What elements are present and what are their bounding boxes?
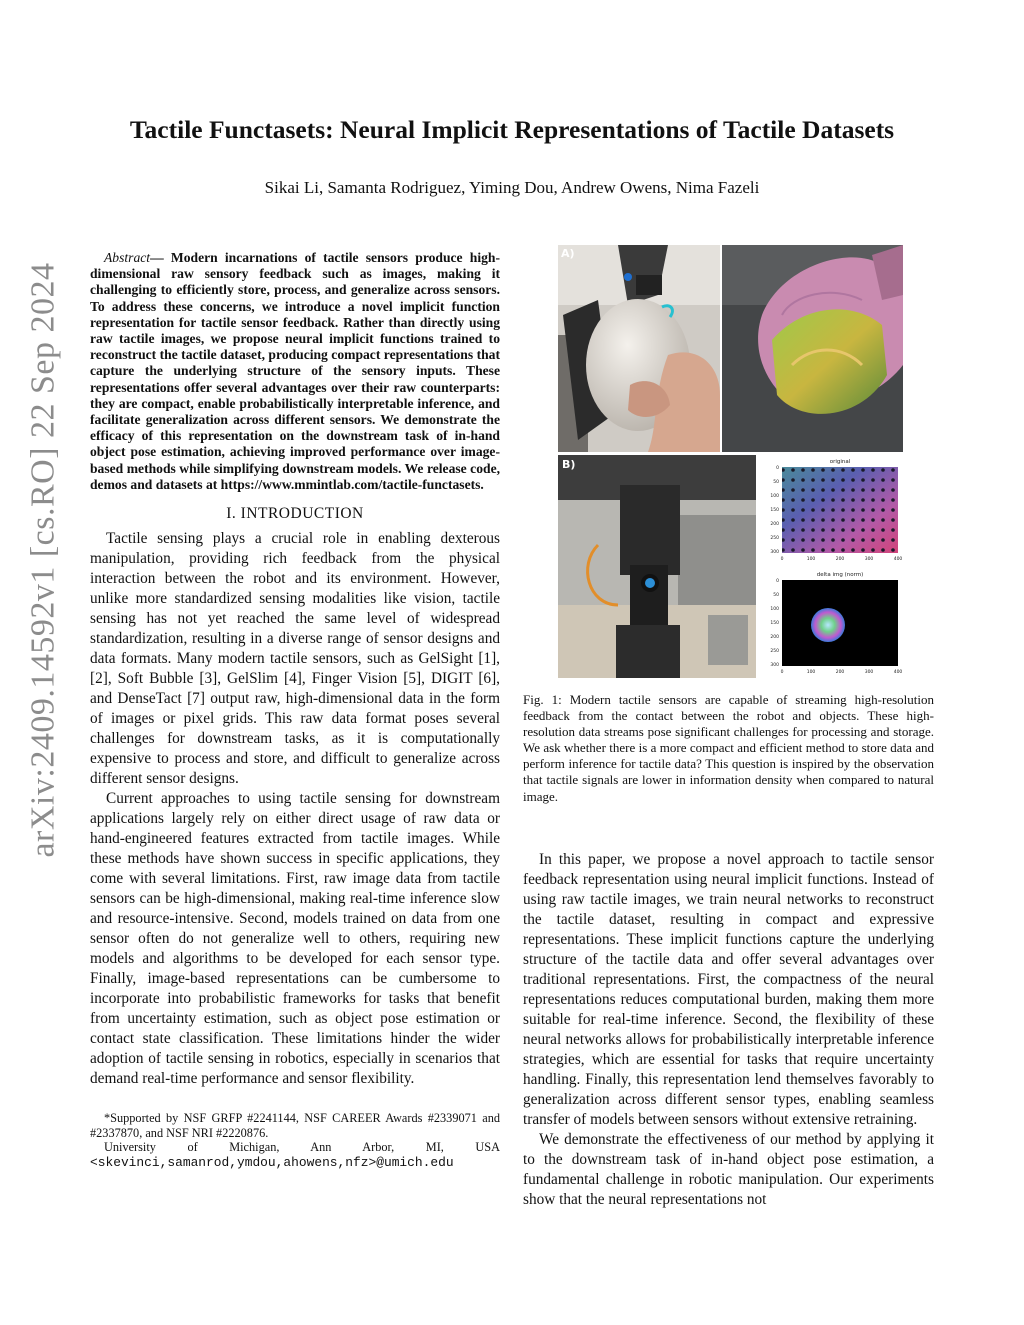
y-tick: 300: [770, 663, 779, 668]
y-tick: 50: [773, 593, 779, 598]
x-tick: 100: [806, 557, 816, 562]
y-tick: 300: [770, 550, 779, 555]
intro-paragraph: Current approaches to using tactile sensing for downstream applications largely rely on either direct usage of raw data or hand-engineered features extracted from tactile images. While these methods have shown success in specific applications, they come with several limitations. First, raw image data from tactile sensors can be high-dimensional, making real-time inference slow and resource-intensive. Second, models trained on data from one sensor often do not generalize well to others, requiring new models and algorithms to be developed for each sensor type. Finally, image-based representations can be cumbersome to incorporate into probabilistic frameworks for tasks that benefit from uncertainty estimation, such as object pose estimation or contact state classification. These limitations hinder the wider adoption of tactile sensing in robotics, especially in scenarios that demand real-time performance and sensor flexibility.: [90, 790, 500, 1088]
render-point-cloud: [722, 245, 903, 452]
y-tick: 150: [770, 508, 779, 513]
x-tick: 100: [806, 670, 816, 675]
caption-tag: Fig. 1:: [523, 692, 562, 707]
y-tick: 50: [773, 480, 779, 485]
photo-gripper-egg: [558, 245, 720, 452]
x-tick: 200: [835, 557, 845, 562]
y-tick: 250: [770, 649, 779, 654]
author-emails: <skevinci,samanrod,ymdou,ahowens,nfz>@umich.edu: [90, 1154, 454, 1170]
x-tick: 300: [864, 557, 874, 562]
author-list: Sikai Li, Samanta Rodriguez, Yiming Dou, Andrew Owens, Nima Fazeli: [264, 178, 760, 197]
affiliation: University of Michigan, Ann Arbor, MI, USA: [104, 1140, 500, 1155]
left-column: [90, 250, 500, 1170]
figure-1-caption: [523, 692, 934, 805]
x-tick: 300: [864, 670, 874, 675]
figure-1: [558, 245, 903, 678]
section-heading-introduction: I. INTRODUCTION: [226, 505, 364, 523]
tactile-image-plots: [758, 455, 903, 678]
right-paragraph: In this paper, we propose a novel approach to tactile sensor feedback representation using neural implicit functions. Instead of using raw tactile images, we train neural networks to reconstruct the tactile dataset, resulting in compact and expressive representations. These implicit functions capture the underlying structure of the tactile data and offer several advantages over traditional representations. First, the compactness of the neural representations reduces computational burden, making them more suitable for real-time inference. Second, the flexibility of these neural networks allows for probabilistically interpretable inference strategies, which are essential for tasks that require uncertainty handling. Finally, this representation lend themselves favorably to generalization across different sensor types, enabling seamless transfer of models between sensors without extensive retraining.: [523, 851, 934, 1128]
panel-b-label: B): [562, 458, 576, 471]
panel-a-label: A): [561, 247, 575, 260]
y-tick: 250: [770, 536, 779, 541]
y-tick: 150: [770, 621, 779, 626]
arxiv-stamp-text: arXiv:2409.14592v1 [cs.RO] 22 Sep 2024: [25, 262, 62, 858]
x-tick: 0: [780, 557, 784, 562]
photo-robot-arm: [558, 455, 756, 678]
abstract-label: Abstract: [104, 250, 151, 265]
right-paragraph: We demonstrate the effectiveness of our method by applying it to the downstream task of in-hand object pose estimation, a fundamental challenge in robotic manipulation. Our experiments show that the neural representations not: [523, 1131, 934, 1208]
caption-text: Modern tactile sensors are capable of streaming high-resolution feedback from the contact between the robot and objects. These high-resolution data streams pose significant challenges for processing and storage. We ask whether there is a more compact and efficient method to store data and perform inference for tactile data? This question is inspired by the observation that tactile signals are lower in information density when compared to natural image.: [523, 692, 934, 804]
y-tick: 200: [770, 522, 779, 527]
y-tick: 200: [770, 635, 779, 640]
x-tick: 400: [893, 557, 903, 562]
plot-title-original: original: [829, 459, 851, 465]
y-tick: 0: [776, 466, 779, 471]
arxiv-side-stamp: [16, 170, 72, 950]
y-tick: 0: [776, 579, 779, 584]
y-tick: 100: [770, 494, 779, 499]
paper-title: Tactile Functasets: Neural Implicit Representations of Tactile Datasets: [129, 115, 895, 144]
intro-paragraph: Tactile sensing plays a crucial role in enabling dexterous manipulation, providing rich feedback from the physical interaction between the robot and its environment. However, unlike more standardized sensing modalities like vision, tactile sensing has not yet reached the same level of widespread standardization, resulting in a diverse range of sensor designs and data formats. Many modern tactile sensors, such as GelSight [1], [2], Soft Bubble [3], GelSlim [4], Finger Vision [5], DIGIT [6], and DenseTact [7] output raw, high-dimensional data in the form of images or pixel grids. This raw data format poses several challenges for downstream tasks, as it is computationally expensive to process and store, and difficult to generalize across different sensor designs.: [90, 530, 500, 788]
abstract-text: Modern incarnations of tactile sensors produce high-dimensional raw sensory feedback such as images, making it challenging to efficiently store, process, and generalize across sensors. To address these concerns, we introduce a novel implicit function representation for tactile sensor feedback. Rather than directly using raw tactile images, we propose neural implicit functions trained to reconstruct the tactile dataset, producing compact representations that capture the underlying structure of the sensory inputs. These representations offer several advantages over their raw counterparts: they are compact, enable probabilistically interpretable inference, and facilitate generalization across different sensors. We demonstrate the efficacy of this representation on the downstream task of in-hand object pose estimation, achieving improved performance over image-based methods while simplifying downstream models. We release code, demos and datasets at https://www.mmintlab.com/tactile-functasets.: [90, 250, 500, 492]
x-tick: 0: [780, 670, 784, 675]
x-tick: 400: [893, 670, 903, 675]
right-column: [523, 850, 934, 1210]
y-tick: 100: [770, 607, 779, 612]
plot-title-delta: delta img (norm): [816, 572, 864, 578]
abstract: Abstract— Modern incarnations of tactile sensors produce high-dimensional raw sensory feedback such as images, making it challenging to efficiently store, process, and generalize across sensors. To address these concerns, we introduce a novel implicit function representation for tactile sensor feedback. Rather than directly using raw tactile images, we propose neural implicit functions trained to reconstruct the tactile dataset, producing compact representations that capture the underlying structure of the sensory inputs. These representations offer several advantages over their raw counterparts: they are compact, enable probabilistically interpretable inference, and facilitate generalization across different sensors. We demonstrate the efficacy of this representation on the downstream task of in-hand object pose estimation, achieving improved performance over image-based methods while simplifying downstream models. We release code, demos and datasets at https://www.mmintlab.com/tactile-functasets.: [90, 250, 500, 492]
x-tick: 200: [835, 670, 845, 675]
funding-footnote: *Supported by NSF GRFP #2241144, NSF CAREER Awards #2339071 and #2337870, and NSF NRI #2220876.: [90, 1111, 500, 1140]
